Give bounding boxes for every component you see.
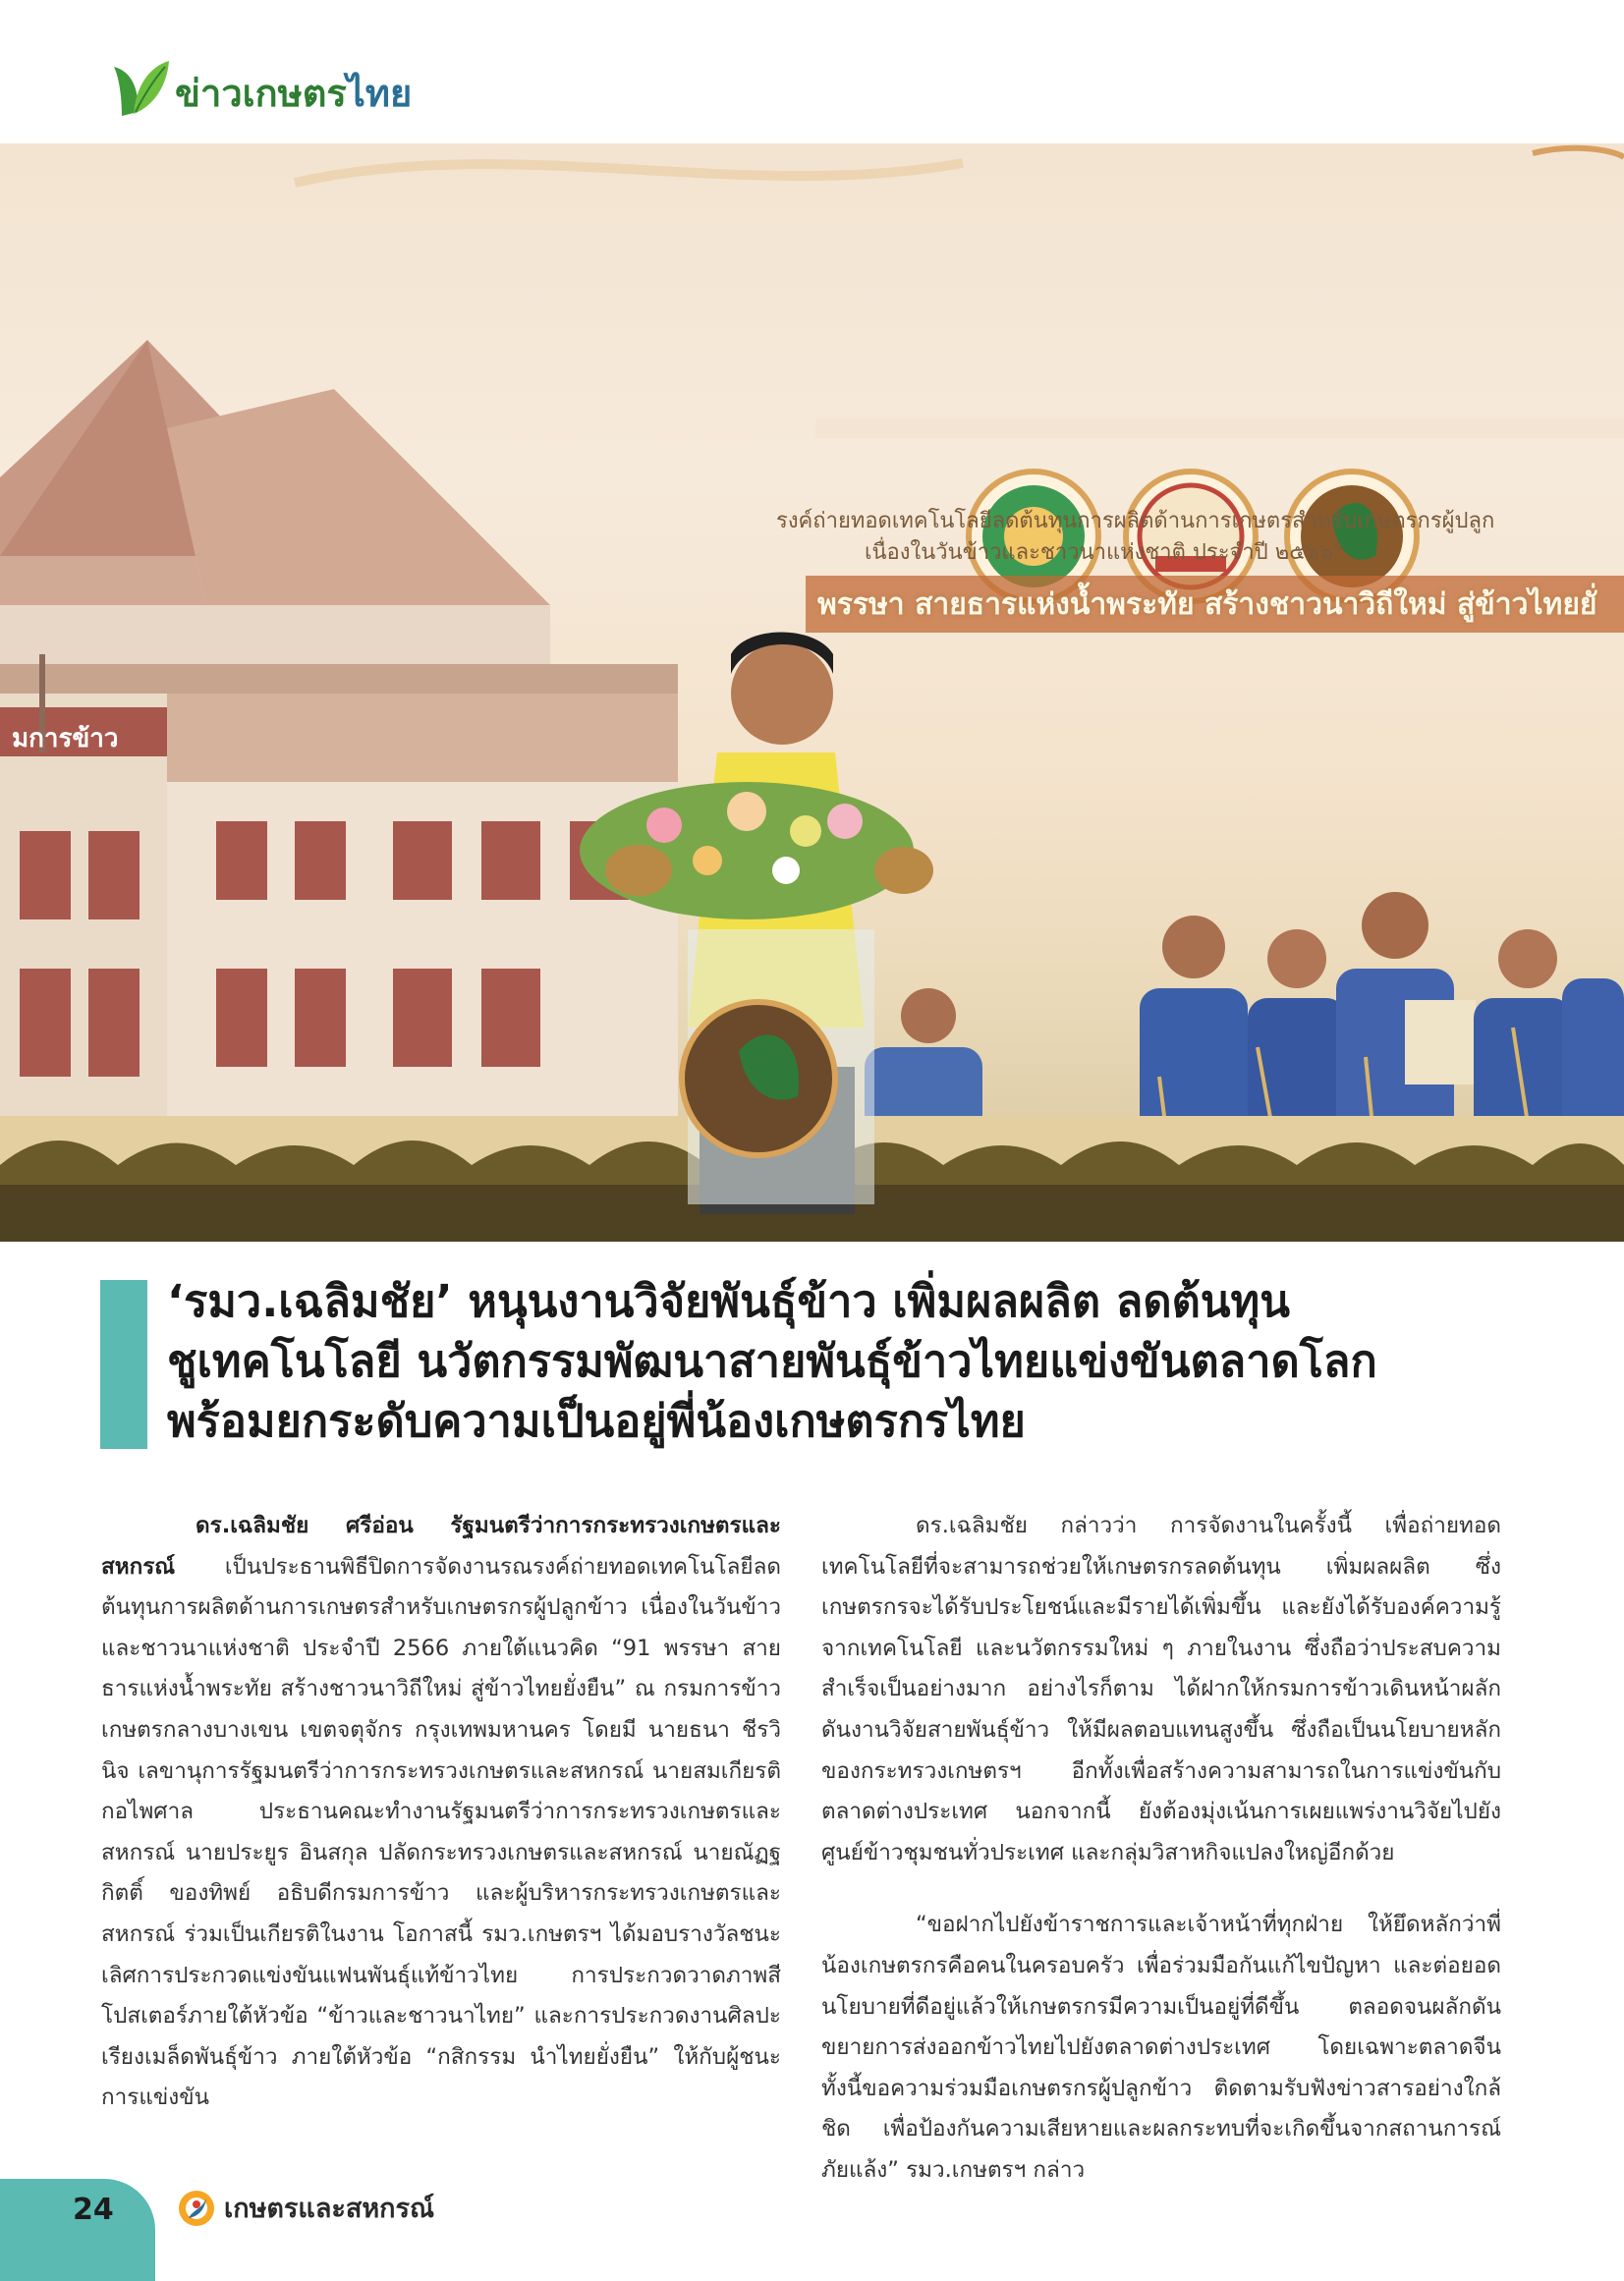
headline-accent-bar [100,1280,147,1449]
body-text: เป็นประธานพิธีปิดการจัดงานรณรงค์ถ่ายทอดเทคโนโลยีลดต้นทุนการผลิตด้านการเกษตรสำหรับเกษตรกรผู้ปลูกข้าว เนื่องในวันข้าวและชาวนาแห่งชาติ ประจำปี 2566 ภายใต้แนวคิด “91 พรรษา สายธารแห่งน้ำพระทัย สร้างชาวนาวิถีใหม่ สู่ข้าวไทยยั่งยืน” ณ กรมการข้าว เกษตรกลางบางเขน เขตจตุจักร กรุงเทพมหานคร โดยมี นายธนา ชีรวินิจ เลขานุการรัฐมนตรีว่าการกระทรวงเกษตรและสหกรณ์ นายสมเกียรติ กอไพศาล ประธานคณะทำงานรัฐมนตรีว่าการกระทรวงเกษตรและสหกรณ์ นายประยูร อินสกุล ปลัดกระทรวงเกษตรและสหกรณ์ นายณัฏฐกิตติ์ ของทิพย์ อธิบดีกรมการข้าว และผู้บริหารกระทรวงเกษตรและสหกรณ์ ร่วมเป็นเกียรติในงาน โอกาสนี้ รมว.เกษตรฯ ได้มอบรางวัลชนะเลิศการประกวดแข่งขันแฟนพันธุ์แท้ข้าวไทย การประกวดวาดภาพสีโปสเตอร์ภายใต้หัวข้อ “ข้าวและชาวนาไทย” และการประกวดงานศิลปะ เรียงเมล็ดพันธุ์ข้าว ภายใต้หัวข้อ “กสิกรรม นำไทยยั่งยืน” ให้กับผู้ชนะการแข่งขัน [101,1553,781,2111]
hero-photo [0,143,1624,1242]
lead-name: ดร.เฉลิมชัย ศรีอ่อน รัฐมนตรีว่าการกระทรวงเกษตรและสหกรณ์ [101,1513,781,1580]
article-headline [167,1271,1601,1451]
body-text: ดร.เฉลิมชัย กล่าวว่า การจัดงานในครั้งนี้ เพื่อถ่ายทอดเทคโนโลยีที่จะสามารถช่วยให้เกษตรกรลดต้นทุน เพิ่มผลผลิต ซึ่งเกษตรกรจะได้รับประโยชน์และมีรายได้เพิ่มขึ้น และยังได้รับองค์ความรู้จากเทคโนโลยี และนวัตกรรมใหม่ ๆ ภายในงาน ซึ่งถือว่าประสบความสำเร็จเป็นอย่างมาก อย่างไรก็ตาม ได้ฝากให้กรมการข้าวเดินหน้าผลักดันงานวิจัยสายพันธุ์ข้าว ให้มีผลตอบแทนสูงขึ้น ซึ่งถือเป็นนโยบายหลักของกระทรวงเกษตรฯ อีกทั้งเพื่อสร้างความสามารถในการแข่งขันกับตลาดต่างประเทศ นอกจากนี้ ยังต้องมุ่งเน้นการเผยแพร่งานวิจัยไปยังศูนย์ข้าวชุมชนทั่วประเทศ และกลุ่มวิสาหกิจแปลงใหญ่อีกด้วย [821,1513,1501,1865]
footer-brand [177,2187,434,2229]
headline-line1: ‘รมว.เฉลิมชัย’ หนุนงานวิจัยพันธุ์ข้าว เพิ่มผลผลิต ลดต้นทุน [167,1275,1290,1327]
hero-photo-illustration [0,143,1624,1242]
section-title-part-blue: ไทย [346,72,413,115]
hero-banner-line2: เนื่องในวันข้าวและชาวนาแห่งชาติ ประจำปี ๒๕๖๖" [865,540,1343,565]
hero-banner-line3: พรรษา สายธารแห่งน้ำพระทัย สร้างชาวนาวิถีใหม่ สู่ข้าวไทยยั่ [817,587,1597,622]
headline-line3: พร้อมยกระดับความเป็นอยู่พี่น้องเกษตรกรไทย [167,1395,1026,1447]
quote-paragraph [821,1905,1501,2191]
page-number: 24 [73,2193,114,2227]
hero-banner-line1: รงค์ถ่ายทอดเทคโนโลยีลดต้นทุนการผลิตด้านการเกษตรสำหรับเกษตรกรผู้ปลูก [776,509,1495,533]
section-header [114,49,412,118]
section-title [175,72,413,118]
section-title-part-green: ข่าวเกษตร [175,72,347,115]
building-sign: มการข้าว [12,724,119,753]
body-column-right [821,1506,1501,2192]
body-paragraph [101,1506,781,2119]
footer-brand-text: เกษตรและสหกรณ์ [224,2194,435,2224]
body-paragraph [821,1506,1501,1873]
quote-text: “ขอฝากไปยังข้าราชการและเจ้าหน้าที่ทุกฝ่าย ให้ยึดหลักว่าพี่น้องเกษตรกรคือคนในครอบครัว เพื่อร่วมมือกันแก้ไขปัญหา และต่อยอดนโยบายที่ดีอยู่แล้วให้เกษตรกรมีความเป็นอยู่ที่ดีขึ้น ตลอดจนผลักดันขยายการส่งออกข้าวไทยไปยังตลาดต่างประเทศ โดยเฉพาะตลาดจีน ทั้งนี้ขอความร่วมมือเกษตรกรผู้ปลูกข้าว ติดตามรับฟังข่าวสารอย่างใกล้ชิด เพื่อป้องกันความเสียหายและผลกระทบที่จะเกิดขึ้นจากสถานการณ์ภัยแล้ง” รมว.เกษตรฯ กล่าว [821,1912,1501,2183]
ministry-logo-icon [177,2189,216,2228]
headline-line2: ชูเทคโนโลยี นวัตกรรมพัฒนาสายพันธุ์ข้าวไทยแข่งขันตลาดโลก [167,1335,1377,1387]
leaf-icon [114,57,171,118]
body-column-left [101,1506,781,2119]
